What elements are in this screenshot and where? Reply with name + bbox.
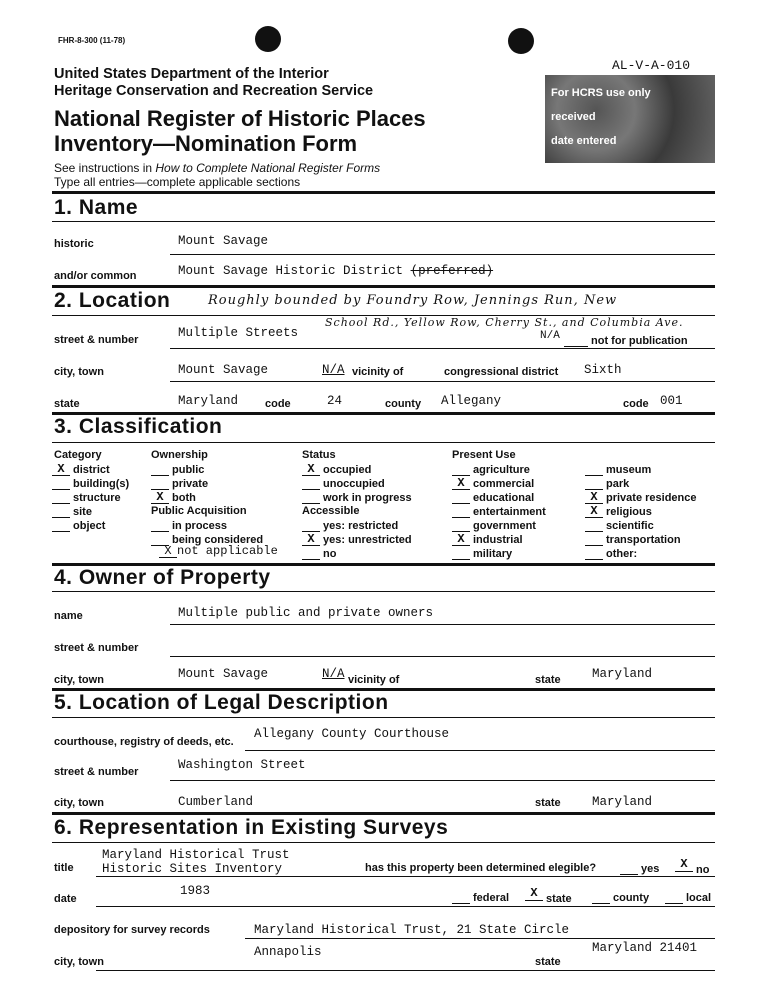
checkbox-blank xyxy=(585,547,603,560)
survey-title-line2: Historic Sites Inventory xyxy=(102,862,283,876)
accessible-option-label: yes: unrestricted xyxy=(323,534,412,546)
owner-name-value: Multiple public and private owners xyxy=(178,606,434,620)
eligible-no[interactable] xyxy=(675,857,710,876)
present-use-option-label: museum xyxy=(606,464,652,476)
present-use-option-label: scientific xyxy=(606,520,654,532)
instructions-guide-title: How to Complete National Register Forms xyxy=(155,161,381,175)
checkbox-blank: X xyxy=(151,491,169,504)
ownership-heading: Ownership xyxy=(151,449,208,461)
section-4-heading: 4. Owner of Property xyxy=(54,566,271,589)
checkbox-blank xyxy=(585,519,603,532)
present-use-option[interactable] xyxy=(585,505,697,519)
handwritten-boundary-line1: Roughly bounded by Foundry Row, Jennings Run, New xyxy=(208,293,618,308)
not-for-publication-na: N/A xyxy=(540,330,560,342)
category-list xyxy=(52,463,129,533)
rule xyxy=(52,221,715,222)
level-county[interactable] xyxy=(592,891,649,904)
depository-label: depository for survey records xyxy=(54,924,210,936)
not-for-publication xyxy=(564,334,688,347)
ownership-option-label: public xyxy=(172,464,205,476)
state-mark: X xyxy=(525,887,543,901)
courthouse-value: Allegany County Courthouse xyxy=(254,727,450,741)
accessible-option-label: yes: restricted xyxy=(323,520,399,532)
present-use-list-1 xyxy=(452,463,546,561)
owner-street-label: street & number xyxy=(54,642,139,654)
depository-city-label: city, town xyxy=(54,956,104,968)
present-use-option-label: other: xyxy=(606,548,638,560)
county-value: Allegany xyxy=(441,394,502,408)
state-value: Maryland xyxy=(178,394,239,408)
stamp-line3: date entered xyxy=(551,135,617,147)
form-id: FHR-8-300 (11-78) xyxy=(58,36,126,45)
historic-label: historic xyxy=(54,238,94,250)
rule xyxy=(170,348,715,349)
acq-na-mark: X xyxy=(159,545,177,558)
accessible-option-label: no xyxy=(323,548,337,560)
street-label: street & number xyxy=(54,334,139,346)
state-level-label: state xyxy=(546,893,572,905)
category-heading: Category xyxy=(54,449,102,461)
federal-blank xyxy=(452,891,470,904)
status-option-label: unoccupied xyxy=(323,478,385,490)
checkbox-blank: X xyxy=(452,533,470,546)
acquisition-option[interactable] xyxy=(151,519,263,533)
rule xyxy=(96,906,715,907)
present-use-option[interactable] xyxy=(585,519,697,533)
level-local[interactable] xyxy=(665,891,711,904)
rule xyxy=(52,812,715,815)
congressional-label: congressional district xyxy=(444,366,559,378)
form-title-line1: National Register of Historic Places xyxy=(54,106,426,131)
checkbox-blank xyxy=(585,463,603,476)
checkbox-blank xyxy=(585,477,603,490)
checkbox-blank xyxy=(452,463,470,476)
local-blank xyxy=(665,891,683,904)
section-5-heading: 5. Location of Legal Description xyxy=(54,691,389,714)
checkbox-blank: X xyxy=(52,463,70,476)
present-use-option[interactable] xyxy=(585,533,697,547)
common-label: and/or common xyxy=(54,270,137,282)
owner-vicinity-label: vicinity of xyxy=(348,674,400,686)
checkbox-blank xyxy=(302,519,320,532)
state-code-value: 24 xyxy=(327,394,343,408)
owner-state-value: Maryland xyxy=(592,667,653,681)
section-2-heading: 2. Location xyxy=(54,289,171,312)
present-use-list-2 xyxy=(585,463,697,561)
section-3-heading: 3. Classification xyxy=(54,415,223,438)
eligible-no-label: no xyxy=(696,864,710,876)
county-code-value: 001 xyxy=(660,394,683,408)
accessible-list xyxy=(302,519,412,561)
federal-label: federal xyxy=(473,892,510,904)
checkbox-blank: X xyxy=(585,491,603,504)
ownership-option-label: both xyxy=(172,492,196,504)
form-code: AL-V-A-010 xyxy=(612,58,691,73)
checkbox-blank xyxy=(452,491,470,504)
rule xyxy=(170,656,715,657)
rule xyxy=(96,876,715,877)
eligible-question: has this property been determined elegible? xyxy=(365,862,597,874)
accessible-heading: Accessible xyxy=(302,505,360,517)
checkbox-blank: X xyxy=(302,463,320,476)
present-use-option[interactable] xyxy=(452,477,546,491)
acquisition-option-label: in process xyxy=(172,520,228,532)
rule xyxy=(96,970,715,971)
ownership-option[interactable] xyxy=(151,463,208,477)
stamp-line2: received xyxy=(551,111,596,123)
checkbox-blank xyxy=(52,519,70,532)
rule xyxy=(52,591,715,592)
present-use-option[interactable] xyxy=(452,463,546,477)
present-use-option-label: religious xyxy=(606,506,652,518)
present-use-option-label: park xyxy=(606,478,630,490)
present-use-option-label: government xyxy=(473,520,536,532)
checkbox-blank xyxy=(302,477,320,490)
legal-city-value: Cumberland xyxy=(178,795,254,809)
present-use-option[interactable] xyxy=(585,463,697,477)
category-option[interactable] xyxy=(52,477,129,491)
status-list xyxy=(302,463,412,505)
survey-date-value: 1983 xyxy=(180,884,211,898)
owner-vicinity-na: N/A xyxy=(322,667,345,681)
punch-hole-left xyxy=(255,26,281,52)
depository-state-value: Maryland 21401 xyxy=(592,941,698,955)
present-use-option-label: private residence xyxy=(606,492,697,504)
present-use-option[interactable] xyxy=(452,491,546,505)
vicinity-label: vicinity of xyxy=(352,366,404,378)
acquisition-not-applicable[interactable] xyxy=(151,541,278,559)
ownership-option-label: private xyxy=(172,478,209,490)
accessible-option[interactable] xyxy=(302,547,412,561)
status-option[interactable] xyxy=(302,491,412,505)
eligible-no-mark: X xyxy=(675,858,693,872)
category-option-label: structure xyxy=(73,492,121,504)
rule xyxy=(52,442,715,443)
historic-value: Mount Savage xyxy=(178,234,269,248)
legal-street-value: Washington Street xyxy=(178,758,306,772)
category-option[interactable] xyxy=(52,463,129,477)
hcrs-use-stamp xyxy=(545,75,715,163)
accessible-option[interactable] xyxy=(302,533,412,547)
rule xyxy=(52,191,715,194)
present-use-option[interactable] xyxy=(452,519,546,533)
eligible-yes[interactable] xyxy=(620,862,659,875)
rule xyxy=(52,842,715,843)
depository-city-value: Annapolis xyxy=(254,945,322,959)
common-struck-text: (preferred) xyxy=(410,264,494,278)
survey-date-label: date xyxy=(54,893,77,905)
instructions-line1 xyxy=(54,161,380,175)
courthouse-label: courthouse, registry of deeds, etc. xyxy=(54,736,234,748)
present-use-option-label: industrial xyxy=(473,534,523,546)
local-level-label: local xyxy=(686,892,712,904)
checkbox-blank xyxy=(302,491,320,504)
status-option-label: occupied xyxy=(323,464,372,476)
ownership-option[interactable] xyxy=(151,477,208,491)
checkbox-blank xyxy=(52,505,70,518)
present-use-option[interactable] xyxy=(585,491,697,505)
level-state[interactable] xyxy=(525,886,572,905)
rule xyxy=(52,315,715,316)
checkbox-blank xyxy=(452,547,470,560)
present-use-option-label: transportation xyxy=(606,534,681,546)
legal-street-label: street & number xyxy=(54,766,139,778)
checkbox-blank: X xyxy=(302,533,320,546)
owner-name-label: name xyxy=(54,610,83,622)
present-use-option[interactable] xyxy=(585,477,697,491)
agency-line1: United States Department of the Interior xyxy=(54,66,329,82)
county-blank xyxy=(592,891,610,904)
rule xyxy=(245,750,715,751)
present-use-option-label: educational xyxy=(473,492,535,504)
present-use-option[interactable] xyxy=(585,547,697,561)
rule xyxy=(170,254,715,255)
present-use-option-label: military xyxy=(473,548,513,560)
present-use-option-label: entertainment xyxy=(473,506,546,518)
legal-state-label: state xyxy=(535,797,561,809)
acquisition-option-label: being considered xyxy=(172,534,264,546)
present-use-option[interactable] xyxy=(452,533,546,547)
street-value: Multiple Streets xyxy=(178,326,299,340)
acquisition-heading: Public Acquisition xyxy=(151,505,247,517)
survey-title-line1: Maryland Historical Trust xyxy=(102,848,290,862)
checkbox-blank xyxy=(302,547,320,560)
county-level-label: county xyxy=(613,892,650,904)
stamp-line1: For HCRS use only xyxy=(551,87,651,99)
state-label: state xyxy=(54,398,80,410)
checkbox-blank xyxy=(52,477,70,490)
acq-na-label: not applicable xyxy=(177,544,278,558)
rule xyxy=(170,624,715,625)
category-option-label: district xyxy=(73,464,110,476)
rule xyxy=(52,717,715,718)
county-label: county xyxy=(385,398,422,410)
city-label: city, town xyxy=(54,366,104,378)
handwritten-boundary-line2: School Rd., Yellow Row, Cherry St., and Columbia Ave. xyxy=(325,316,684,329)
category-option[interactable] xyxy=(52,491,129,505)
rule xyxy=(245,938,715,939)
accessible-option[interactable] xyxy=(302,519,412,533)
survey-title-label: title xyxy=(54,862,74,874)
form-title-line2: Inventory—Nomination Form xyxy=(54,131,358,156)
rule xyxy=(52,285,715,288)
checkbox-blank xyxy=(151,463,169,476)
status-heading: Status xyxy=(302,449,336,461)
status-option[interactable] xyxy=(302,477,412,491)
present-use-option-label: commercial xyxy=(473,478,535,490)
category-option-label: object xyxy=(73,520,106,532)
checkbox-blank: X xyxy=(585,505,603,518)
checkbox-blank xyxy=(452,505,470,518)
county-code-label: code xyxy=(623,398,649,410)
level-federal[interactable] xyxy=(452,891,509,904)
checkbox-blank xyxy=(151,477,169,490)
depository-value: Maryland Historical Trust, 21 State Circle xyxy=(254,923,570,937)
not-for-publication-label: not for publication xyxy=(591,335,688,347)
present-use-option[interactable] xyxy=(452,547,546,561)
not-for-publication-blank[interactable] xyxy=(564,334,588,347)
punch-hole-right xyxy=(508,28,534,54)
common-value-text: Mount Savage Historic District xyxy=(178,264,404,278)
category-option[interactable] xyxy=(52,519,129,533)
checkbox-blank xyxy=(52,491,70,504)
present-use-option-label: agriculture xyxy=(473,464,530,476)
common-value xyxy=(178,264,493,278)
legal-state-value: Maryland xyxy=(592,795,653,809)
category-option-label: building(s) xyxy=(73,478,130,490)
city-value: Mount Savage xyxy=(178,363,269,377)
checkbox-blank: X xyxy=(452,477,470,490)
section-1-heading: 1. Name xyxy=(54,196,139,219)
eligible-yes-blank xyxy=(620,862,638,875)
status-option-label: work in progress xyxy=(323,492,412,504)
checkbox-blank xyxy=(151,519,169,532)
agency-line2: Heritage Conservation and Recreation Service xyxy=(54,83,374,99)
present-use-heading: Present Use xyxy=(452,449,516,461)
status-option[interactable] xyxy=(302,463,412,477)
rule xyxy=(170,381,715,382)
rule xyxy=(170,780,715,781)
legal-city-label: city, town xyxy=(54,797,104,809)
ownership-option[interactable] xyxy=(151,491,208,505)
ownership-list xyxy=(151,463,208,505)
eligible-yes-label: yes xyxy=(641,863,660,875)
vicinity-na: N/A xyxy=(322,363,345,377)
category-option[interactable] xyxy=(52,505,129,519)
checkbox-blank xyxy=(585,533,603,546)
state-code-label: code xyxy=(265,398,291,410)
section-6-heading: 6. Representation in Existing Surveys xyxy=(54,816,449,839)
category-option-label: site xyxy=(73,506,92,518)
present-use-option[interactable] xyxy=(452,505,546,519)
congressional-value: Sixth xyxy=(584,363,622,377)
checkbox-blank xyxy=(452,519,470,532)
depository-state-label: state xyxy=(535,956,561,968)
owner-city-label: city, town xyxy=(54,674,104,686)
instructions-prefix: See instructions in xyxy=(54,161,156,175)
owner-state-label: state xyxy=(535,674,561,686)
instructions-line2: Type all entries—complete applicable sections xyxy=(54,175,301,189)
owner-city-value: Mount Savage xyxy=(178,667,269,681)
